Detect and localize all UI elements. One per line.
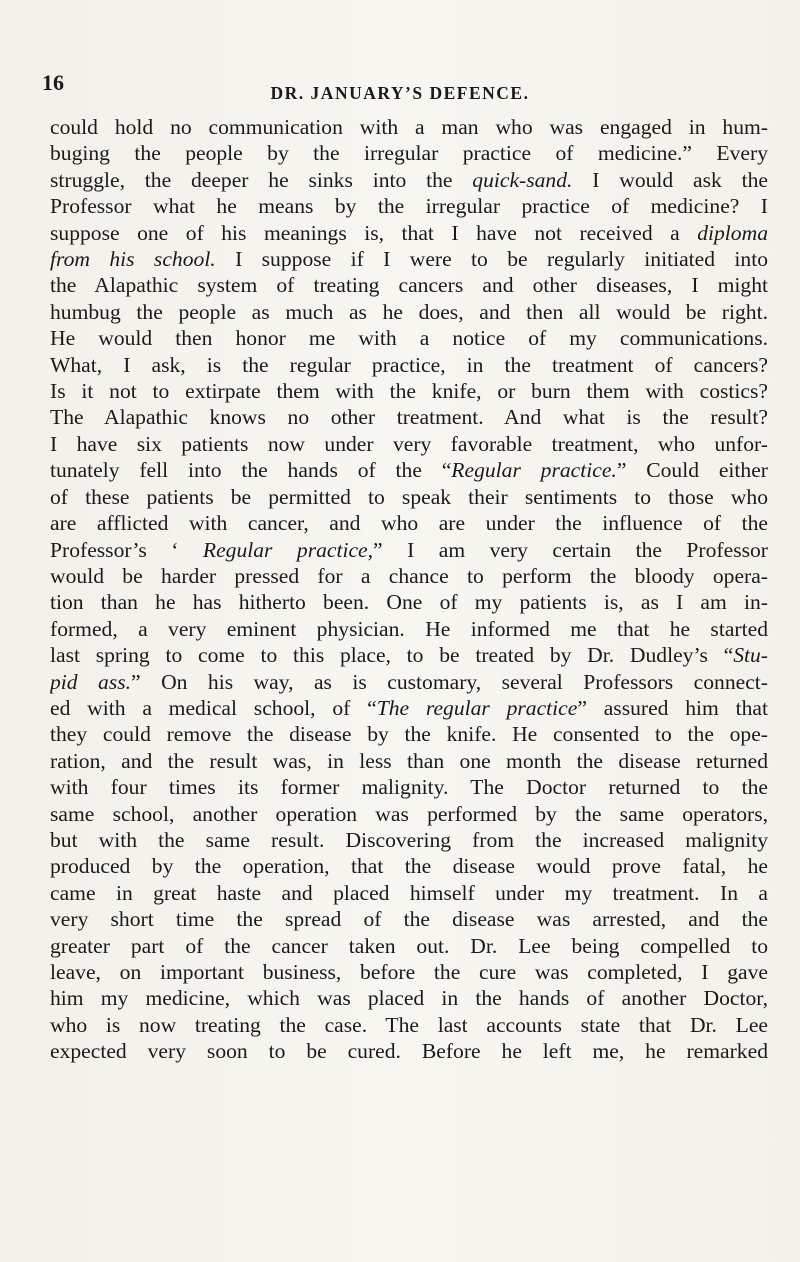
text-line: [50, 1038, 768, 1064]
italic-text-segment: The regular practice: [376, 695, 578, 720]
text-line: [50, 616, 768, 642]
italic-text-segment: quick-sand.: [472, 167, 573, 192]
text-line: [50, 352, 768, 378]
text-segment: struggle, the deeper he sinks into the: [50, 167, 473, 192]
text-segment: but with the same result. Discovering from the increased malignity: [50, 827, 768, 852]
text-segment: greater part of the cancer taken out. Dr. Lee being compelled to: [50, 933, 768, 958]
text-segment: the Alapathic system of treating cancers and other diseases, I might: [50, 273, 768, 298]
text-segment: ” Could either: [616, 458, 768, 483]
text-segment: who is now treating the case. The last accounts state that Dr. Lee: [50, 1012, 768, 1037]
text-segment: could hold no communication with a man who was engaged in hum-: [50, 115, 768, 139]
text-segment: He would then honor me with a notice of my communications.: [50, 326, 768, 351]
text-segment: The Alapathic knows no other treatment. And what is the result?: [50, 405, 768, 430]
text-segment: I have six patients now under very favorable treatment, who unfor-: [50, 431, 768, 456]
body-text: [50, 114, 768, 1065]
text-line: [50, 299, 768, 325]
running-head: DR. JANUARY’S DEFENCE.: [270, 83, 530, 103]
text-line: [50, 774, 768, 800]
text-line: [50, 1012, 768, 1038]
italic-text-segment: Stu-: [733, 643, 768, 668]
text-line: [50, 431, 768, 457]
text-segment: they could remove the disease by the knife. He consented to the ope-: [50, 722, 768, 747]
italic-text-segment: Regular practice.: [451, 458, 617, 483]
text-segment: buging the people by the irregular practice of medicine.” Every: [50, 141, 768, 166]
text-line: [50, 510, 768, 536]
italic-text-segment: from his school.: [50, 247, 216, 272]
text-line: [50, 563, 768, 589]
text-segment: ration, and the result was, in less than one month the disease returned: [50, 748, 768, 773]
text-line: [50, 959, 768, 985]
text-segment: last spring to come to this place, to be treated by Dr. Dudley’s “: [50, 643, 734, 668]
text-line: [50, 537, 768, 563]
text-line: [50, 933, 768, 959]
text-line: [50, 246, 768, 272]
text-segment: What, I ask, is the regular practice, in the treatment of cancers?: [50, 352, 768, 377]
text-segment: are afflicted with cancer, and who are under the influence of the: [50, 511, 768, 536]
text-segment: same school, another operation was performed by the same operators,: [50, 801, 768, 826]
text-line: [50, 404, 768, 430]
text-segment: formed, a very eminent physician. He informed me that he started: [50, 616, 768, 641]
text-segment: ” I am very certain the Professor: [373, 537, 768, 562]
text-segment: humbug the people as much as he does, and then all would be right.: [50, 299, 768, 324]
text-segment: Is it not to extirpate them with the knife, or burn them with costics?: [50, 379, 768, 404]
text-line: [50, 748, 768, 774]
text-segment: I suppose if I were to be regularly initiated into: [215, 247, 768, 272]
italic-text-segment: pid ass.: [50, 669, 132, 694]
italic-text-segment: diploma: [697, 220, 768, 245]
text-line: [50, 589, 768, 615]
text-segment: of these patients be permitted to speak their sentiments to those who: [50, 484, 768, 509]
text-line: [50, 669, 768, 695]
text-segment: came in great haste and placed himself under my treatment. In a: [50, 880, 768, 905]
text-line: [50, 880, 768, 906]
text-line: [50, 642, 768, 668]
text-line: [50, 140, 768, 166]
text-line: [50, 801, 768, 827]
text-segment: Professor what he means by the irregular practice of medicine? I: [50, 194, 768, 219]
text-line: [50, 827, 768, 853]
italic-text-segment: Regular practice,: [202, 537, 374, 562]
text-segment: expected very soon to be cured. Before he left me, he remarked: [50, 1039, 768, 1064]
text-line: [50, 853, 768, 879]
text-line: [50, 167, 768, 193]
text-segment: tion than he has hitherto been. One of my patients is, as I am in-: [50, 590, 768, 615]
text-segment: Professor’s ‘: [50, 537, 203, 562]
text-segment: would be harder pressed for a chance to perform the bloody opera-: [50, 563, 768, 588]
text-line: [50, 906, 768, 932]
text-line: [50, 272, 768, 298]
text-line: [50, 457, 768, 483]
text-line: [50, 695, 768, 721]
text-segment: him my medicine, which was placed in the hands of another Doctor,: [50, 986, 768, 1011]
text-segment: ed with a medical school, of “: [50, 695, 377, 720]
text-line: [50, 721, 768, 747]
text-line: [50, 325, 768, 351]
text-line: [50, 193, 768, 219]
text-segment: leave, on important business, before the cure was completed, I gave: [50, 960, 768, 984]
text-segment: tunately fell into the hands of the “: [50, 458, 452, 483]
text-segment: suppose one of his meanings is, that I have not received a: [50, 220, 698, 245]
text-segment: ” On his way, as is customary, several Professors connect-: [131, 669, 768, 694]
text-segment: produced by the operation, that the disease would prove fatal, he: [50, 854, 768, 879]
text-line: [50, 484, 768, 510]
text-line: [50, 378, 768, 404]
page-number: 16: [42, 70, 64, 95]
text-segment: very short time the spread of the disease was arrested, and the: [50, 907, 768, 932]
text-segment: ” assured him that: [577, 695, 768, 720]
text-line: [50, 220, 768, 246]
text-segment: I would ask the: [572, 167, 768, 192]
text-line: [50, 985, 768, 1011]
text-line: [50, 114, 768, 140]
text-segment: with four times its former malignity. The Doctor returned to the: [50, 775, 768, 800]
